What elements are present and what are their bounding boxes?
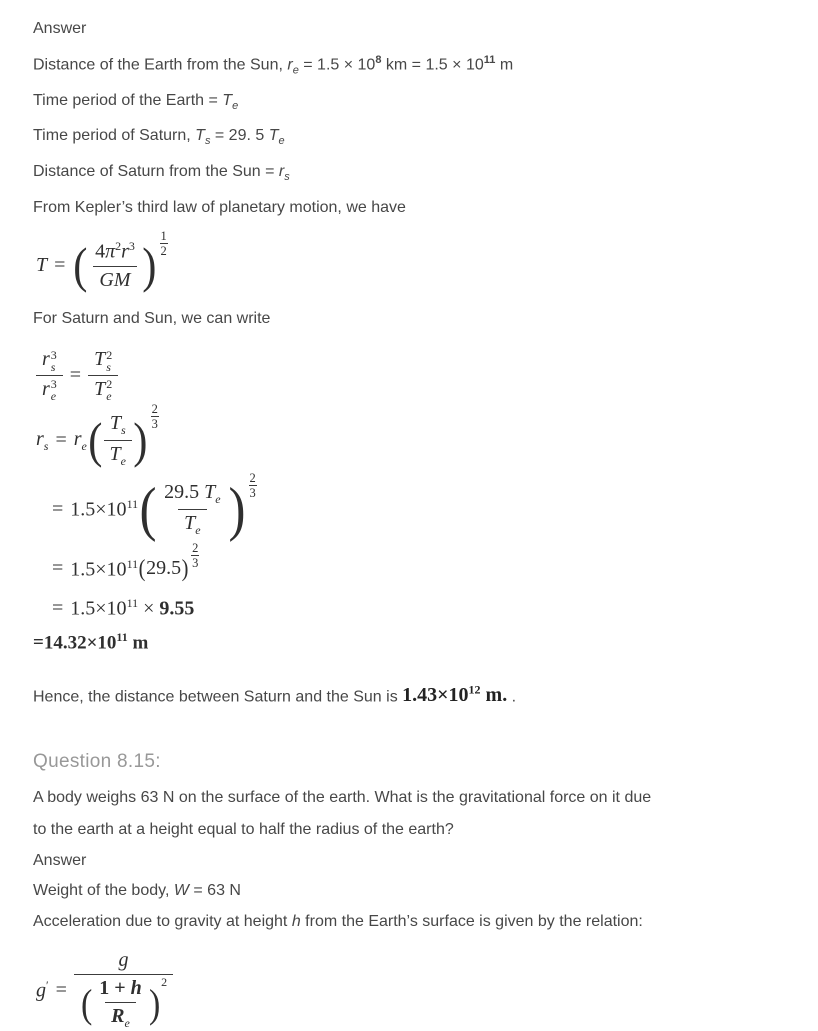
close-paren: ) [181,555,189,582]
formula-step1: = $1.5\times 10^{11}$ ( $\frac{29.5 T_e}{T_e}$ ) 2 3 [52,471,256,543]
line-question-1: A body weighs 63 N on the surface of the earth. What is the gravitational force on it due [33,788,652,806]
close-paren: ) [142,236,157,293]
open-paren: ( [139,476,157,543]
formula-kepler-period: T = ( $\frac{4\pi^2r^3}{GM}$ ) 1 2 [36,229,167,293]
formula-step3: = $1.5\times 10^{11} \times 9.55$ [52,595,195,620]
line-question-2: to the earth at a height equal to half the radius of the earth? [33,821,454,839]
answer-label-2: Answer [33,851,87,869]
formula-result: = $14.32\times 10^{11}$ m [33,630,149,654]
fraction: $\frac{29.5 T_e}{T_e}$ [164,481,221,538]
formula-ratio: r 3 s r 3 e = T 2 s T 2 e [36,348,798,402]
line-acceleration: Acceleration due to gravity at height h from the Earth’s surface is given by the relation: [33,912,643,930]
line-weight: Weight of the body, W = 63 N [33,882,241,900]
exponent-fraction: 2 3 [192,541,199,571]
formula-rs: $r_s$ = $r_e$ ( $\frac{T_s}{T_e}$ ) 2 3 [36,402,158,469]
close-paren: ) [148,981,161,1027]
exponent-fraction: 2 3 [249,471,256,501]
fraction: $\frac{4\pi^2r^3}{GM}$ [95,239,135,291]
fraction: $\frac{T_s}{T_e}$ [104,412,132,469]
formula-step2: = $1.5\times 10^{11}$ ( 29.5 ) 2 3 [52,541,199,582]
question-heading: Question 8.15: [33,750,161,772]
hence-text: Hence, the distance between Saturn and the Sun is [33,688,403,706]
inline-result: $1.43\times 10^{12}$ m. [402,682,508,707]
inner-fraction: $\frac{1 + h}{R_e}$ [99,977,142,1031]
open-paren: ( [138,555,146,582]
formula-gravity-height: g′ = g ( $\frac{1 + h}{R_e}$ ) 2 [36,949,798,1031]
fraction: g ( $\frac{1 + h}{R_e}$ ) 2 [74,949,173,1031]
line-hence [33,675,798,713]
line-saturn-period: Time period of Saturn, $T_s = 29$. 5 $T_e$ [33,127,285,148]
open-paren: ( [88,411,103,468]
line-for-saturn: For Saturn and Sun, we can write [33,309,271,327]
line-earth-period: Time period of the Earth = $T_e$ [33,91,239,112]
open-paren: ( [73,236,88,293]
fraction: r 3 s r 3 e [36,348,63,402]
exponent-fraction: 1 2 [160,229,167,259]
exponent-fraction: 2 3 [151,402,158,432]
fraction: T 2 s T 2 e [88,348,118,402]
line-kepler-law: From Kepler’s third law of planetary motion, we have [33,198,406,216]
line-saturn-distance: Distance of Saturn from the Sun = $r_s$ [33,162,290,184]
period: . [507,688,517,706]
open-paren: ( [80,981,93,1027]
answer-label: Answer [33,20,87,37]
line-earth-distance: Distance of the Earth from the Sun, $r_e = 1.5 \times 10^8$ km = $1.5 \times 10^{11}$ m [33,53,514,77]
close-paren: ) [133,411,148,468]
close-paren: ) [228,476,246,543]
